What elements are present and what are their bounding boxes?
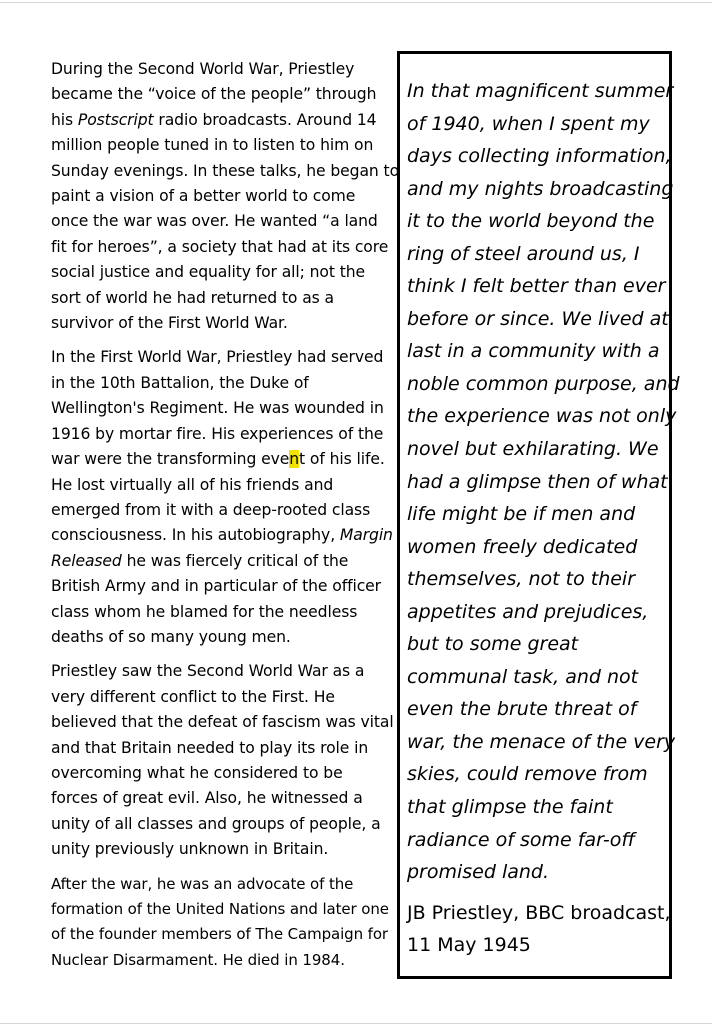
text-line: paint a vision of a better world to come — [51, 187, 356, 206]
quote-line: communal task, and not — [407, 665, 639, 688]
text-line: in the 10th Battalion, the Duke of — [51, 373, 309, 392]
quote-line: and my nights broadcasting — [407, 177, 674, 200]
text-line: Sunday evenings. In these talks, he began to — [51, 161, 400, 180]
text-line: became the “voice of the people” through — [51, 85, 377, 104]
text-line: and that Britain needed to play its role in — [51, 738, 369, 757]
text-line — [51, 549, 401, 574]
page-bottom-divider — [0, 1023, 712, 1024]
quote-line: the experience was not only — [407, 405, 677, 428]
broadcast-quote — [407, 75, 680, 889]
text-line: 1916 by mortar fire. His experiences of the — [51, 424, 384, 443]
text-line: sort of world he had returned to as a — [51, 288, 334, 307]
quote-line: noble common purpose, and — [407, 372, 680, 395]
text-line: British Army and in particular of the officer — [51, 577, 381, 596]
quote-line: promised land. — [407, 861, 550, 884]
text-run: consciousness. In his autobiography, — [51, 526, 340, 545]
text-line: social justice and equality for all; not the — [51, 263, 366, 282]
quote-line: even the brute threat of — [407, 698, 637, 721]
text-line — [51, 108, 401, 133]
postscript-title: Postscript — [77, 110, 154, 129]
text-line: forces of great evil. Also, he witnessed a — [51, 789, 363, 808]
text-line: Priestley saw the Second World War as a — [51, 662, 365, 681]
text-line: emerged from it with a deep-rooted class — [51, 500, 371, 519]
text-line: million people tuned in to listen to him on — [51, 136, 374, 155]
quote-line: life might be if men and — [407, 503, 636, 526]
paragraph-after-the-war — [51, 872, 401, 974]
text-line: During the Second World War, Priestley — [51, 60, 355, 78]
quote-box — [397, 51, 680, 979]
text-line: believed that the defeat of fascism was vital — [51, 713, 394, 732]
quote-line: last in a community with a — [407, 340, 660, 363]
quote-line: themselves, not to their — [407, 568, 636, 591]
text-line: In the First World War, Priestley had served — [51, 348, 384, 367]
text-line: of the founder members of The Campaign for — [51, 925, 388, 944]
quote-attribution — [407, 897, 669, 961]
text-line — [51, 447, 401, 472]
text-line: once the war was over. He wanted “a land — [51, 212, 378, 231]
text-line: unity of all classes and groups of people, a — [51, 814, 381, 833]
quote-line: ring of steel around us, I — [407, 242, 640, 265]
quote-line: war, the menace of the very — [407, 730, 676, 753]
paragraph-second-world-war — [51, 659, 401, 862]
text-run: t of his life. — [299, 450, 385, 469]
quote-line: novel but exhilarating. We — [407, 438, 659, 461]
paragraph-first-world-war — [51, 345, 401, 650]
text-line: overcoming what he considered to be — [51, 763, 343, 782]
attribution-line: JB Priestley, BBC broadcast, — [407, 902, 671, 924]
quote-line: days collecting information, — [407, 145, 672, 168]
text-line: After the war, he was an advocate of the — [51, 874, 354, 893]
quote-line: skies, could remove from — [407, 763, 648, 786]
text-line: survivor of the First World War. — [51, 314, 288, 333]
quote-line: that glimpse the faint — [407, 796, 613, 819]
paragraph-wartime-broadcasts — [51, 57, 401, 336]
quote-line: women freely dedicated — [407, 535, 638, 558]
quote-line: radiance of some far-off — [407, 828, 636, 851]
attribution-line: 11 May 1945 — [407, 934, 531, 956]
text-line: fit for heroes”, a society that had at its core — [51, 237, 389, 256]
margin-released-title: Margin — [339, 526, 393, 545]
text-line: unity previously unknown in Britain. — [51, 840, 329, 859]
quote-line: but to some great — [407, 633, 579, 656]
text-line: class whom he blamed for the needless — [51, 602, 358, 621]
text-line: Wellington's Regiment. He was wounded in — [51, 399, 384, 418]
text-run: war were the transforming eve — [51, 450, 290, 469]
text-run: his — [51, 110, 78, 129]
text-line: Nuclear Disarmament. He died in 1984. — [51, 950, 345, 969]
text-line: He lost virtually all of his friends and — [51, 475, 334, 494]
text-line: formation of the United Nations and later one — [51, 900, 389, 918]
quote-line: before or since. We lived at — [407, 307, 669, 330]
quote-line: it to the world beyond the — [407, 210, 655, 233]
text-line: very different conflict to the First. He — [51, 687, 335, 706]
text-run: radio broadcasts. Around 14 — [153, 110, 377, 129]
quote-line: of 1940, when I spent my — [407, 112, 650, 135]
text-line: deaths of so many young men. — [51, 627, 291, 646]
text-line — [51, 523, 401, 548]
text-run: he was fiercely critical of the — [121, 551, 349, 570]
quote-line: appetites and prejudices, — [407, 600, 649, 623]
quote-line: In that magnificent summer — [407, 80, 674, 102]
article-column — [51, 57, 401, 982]
margin-released-title: Released — [51, 551, 122, 570]
page-top-divider — [0, 2, 712, 3]
quote-line: had a glimpse then of what — [407, 470, 668, 493]
quote-line: think I felt better than ever — [407, 275, 666, 298]
highlighted-character: n — [289, 450, 300, 469]
